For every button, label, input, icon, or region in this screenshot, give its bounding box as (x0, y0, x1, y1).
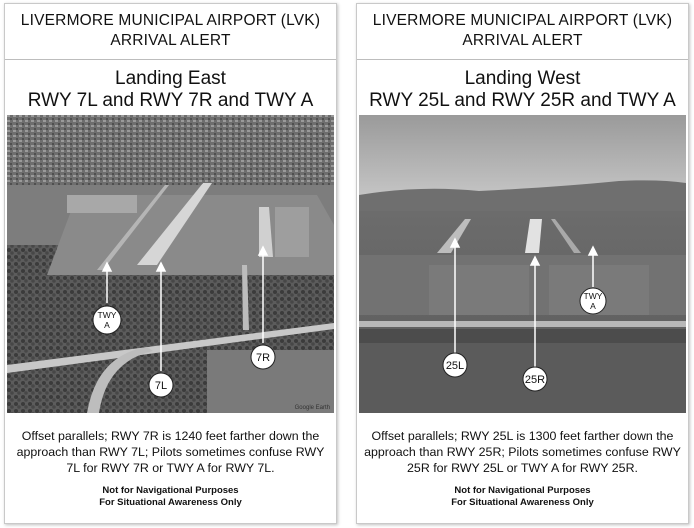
callout-25r-label: 25R (524, 374, 546, 386)
callout-runway-7r (251, 345, 275, 369)
disclaimer-line-2: For Situational Awareness Only (99, 497, 242, 508)
image-credit: Google Earth (294, 405, 330, 411)
runway-list: RWY 25L and RWY 25R and TWY A (369, 90, 676, 111)
callout-twy-a-west (580, 288, 606, 314)
disclaimer-line-2: For Situational Awareness Only (451, 497, 594, 508)
callout-twy-letter: A (590, 301, 596, 311)
callout-25l-label: 25L (445, 360, 465, 372)
card-title (357, 60, 688, 114)
airport-name: LIVERMORE MUNICIPAL AIRPORT (LVK) (20, 12, 321, 29)
approach-photo-svg (359, 115, 686, 413)
airport-name: LIVERMORE MUNICIPAL AIRPORT (LVK) (372, 12, 673, 29)
card-title (5, 60, 336, 114)
card-description: Offset parallels; RWY 25L is 1300 feet farther down the approach than RWY 25R; Pilots sometimes confuse RWY 25R for RWY 25L or TWY A for RWY 25R. (364, 429, 681, 475)
disclaimer (357, 485, 688, 509)
card-header (357, 4, 688, 60)
aerial-photo-east (7, 115, 334, 413)
card-header (5, 4, 336, 60)
arrival-alert-card-east (4, 3, 337, 524)
callout-twy-label: TWY (583, 291, 603, 301)
callout-runway-25l (443, 353, 467, 377)
landing-direction: Landing East (115, 68, 226, 89)
alert-label: ARRIVAL ALERT (110, 32, 231, 49)
aerial-photo-svg (7, 115, 334, 413)
callout-twy-label: TWY (97, 310, 117, 320)
approach-photo-west (359, 115, 686, 413)
callout-runway-7l (149, 373, 173, 397)
callout-twy-a-east (93, 306, 121, 334)
callout-7r-label: 7R (255, 352, 271, 364)
disclaimer (5, 485, 336, 509)
landing-direction: Landing West (464, 68, 581, 89)
callout-twy-letter: A (104, 320, 110, 330)
disclaimer-line-1: Not for Navigational Purposes (454, 485, 591, 496)
arrival-alert-card-west (356, 3, 689, 524)
callout-runway-25r (523, 367, 547, 391)
callout-7l-label: 7L (154, 380, 168, 392)
runway-list: RWY 7L and RWY 7R and TWY A (27, 90, 314, 111)
alert-label: ARRIVAL ALERT (462, 32, 583, 49)
disclaimer-line-1: Not for Navigational Purposes (102, 485, 239, 496)
card-description: Offset parallels; RWY 7R is 1240 feet farther down the approach than RWY 7L; Pilots sometimes confuse RWY 7L for RWY 7R or TWY A for RWY 7L. (16, 429, 325, 475)
